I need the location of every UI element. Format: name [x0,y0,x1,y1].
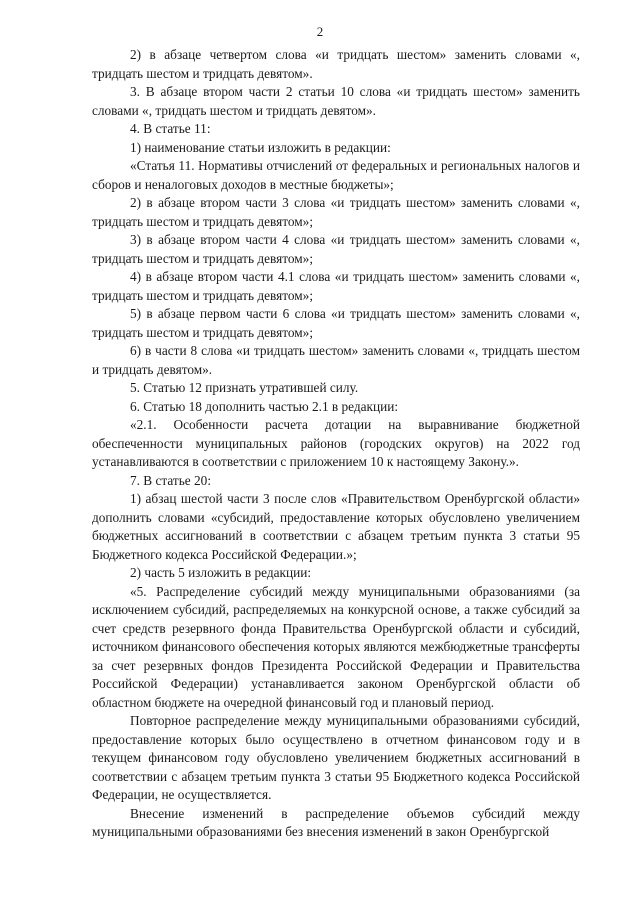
paragraph: «5. Распределение субсидий между муниципальными образованиями (за исключением субсидий, распределяемых на конкурсной основе, а также субсидий за счет средств резервного фонда Правительства Оренбургской области и субсидий, источником финансового обеспечения которых являются межбюджетные трансферты за счет резервных фондов Президента Российской Федерации и Правительства Российской Федерации) устанавливается законом Оренбургской области об областном бюджете на очередной финансовый год и плановый период. [92,583,580,710]
paragraph: «Статья 11. Нормативы отчислений от федеральных и региональных налогов и сборов и неналоговых доходов в местные бюджеты»; [92,158,580,192]
paragraph: 7. В статье 20: [130,472,212,488]
paragraph: 6. Статью 18 дополнить частью 2.1 в редакции: [130,398,399,414]
paragraph: 4) в абзаце втором части 4.1 слова «и тридцать шестом» заменить словами «, тридцать шестом и тридцать девятом»; [92,269,580,303]
paragraph: 2) в абзаце втором части 3 слова «и тридцать шестом» заменить словами «, тридцать шестом и тридцать девятом»; [92,195,580,229]
paragraph: 3. В абзаце втором части 2 статьи 10 слова «и тридцать шестом» заменить словами «, тридцать шестом и тридцать девятом». [92,84,580,118]
paragraph: 1) наименование статьи изложить в редакции: [130,139,391,155]
document-body [92,46,580,842]
paragraph: 5. Статью 12 признать утратившей силу. [130,380,359,395]
paragraph: 4. В статье 11: [130,121,211,136]
paragraph: 3) в абзаце втором части 4 слова «и тридцать шестом» заменить словами «, тридцать шестом и тридцать девятом»; [92,232,580,266]
page-number: 2 [316,24,324,39]
paragraph: Повторное распределение между муниципальными образованиями субсидий, предоставление которых было осуществлено в отчетном финансовом году и в текущем финансовом году обусловлено увеличением бюджетных ассигнований в соответствии с абзацем третьим пункта 3 статьи 95 Бюджетного кодекса Российской Федерации, не осуществляется. [92,713,580,802]
paragraph: 1) абзац шестой части 3 после слов «Правительством Оренбургской области» дополнить словами «субсидий, предоставление которых обусловлено увеличением бюджетных ассигнований в соответствии с абзацем третьим пункта 3 статьи 95 Бюджетного кодекса Российской Федерации.»; [92,491,580,562]
paragraph: 5) в абзаце первом части 6 слова «и тридцать шестом» заменить словами «, тридцать шестом и тридцать девятом»; [92,306,580,340]
paragraph: Внесение изменений в распределение объемов субсидий между муниципальными образованиями без внесения изменений в закон Оренбургской [92,805,580,839]
paragraph: 6) в части 8 слова «и тридцать шестом» заменить словами «, тридцать шестом и тридцать девятом». [92,343,580,377]
paragraph: 2) часть 5 изложить в редакции: [130,565,312,580]
paragraph: «2.1. Особенности расчета дотации на выравнивание бюджетной обеспеченности муниципальных районов (городских округов) на 2022 год устанавливаются в соответствии с приложением 10 к настоящему Закону.». [92,417,580,469]
paragraph: 2) в абзаце четвертом слова «и тридцать шестом» заменить словами «, тридцать шестом и тридцать девятом». [92,47,580,81]
